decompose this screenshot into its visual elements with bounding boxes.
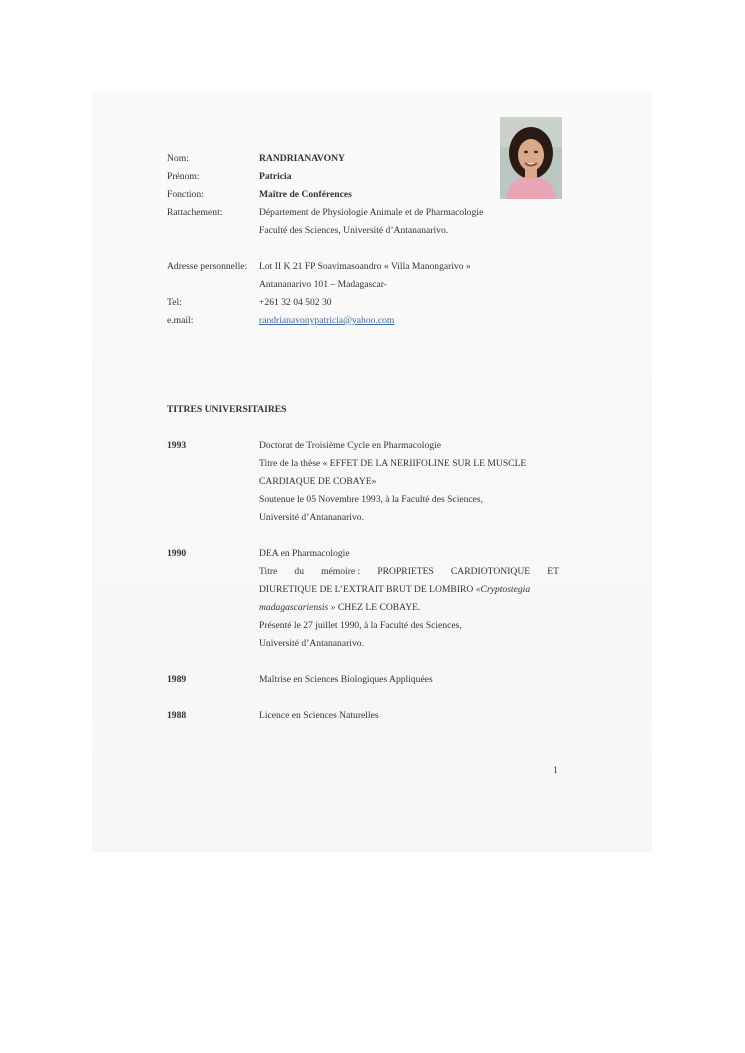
year-1988: 1988: [167, 710, 187, 721]
titre-1993-line-3: CARDIAQUE DE COBAYE»: [259, 476, 377, 487]
rattachement-line-2: Faculté des Sciences, Université d’Antananarivo.: [259, 225, 449, 236]
line-3-italic: «Cryptostegia: [475, 584, 531, 595]
page-background: [92, 92, 652, 852]
titre-1989-line-1: Maîtrise en Sciences Biologiques Appliquées: [259, 674, 433, 685]
titre-1990-line-2: [259, 566, 559, 578]
email-link[interactable]: randrianavonypatricia@yahoo.com: [259, 315, 395, 326]
year-1990: 1990: [167, 548, 187, 559]
titre-1993-line-4: Soutenue le 05 Novembre 1993, à la Faculté des Sciences,: [259, 494, 484, 505]
word: CARDIOTONIQUE: [450, 566, 531, 577]
profile-photo: [500, 117, 562, 199]
word: Titre: [259, 566, 278, 577]
prenom-value: Patricia: [259, 171, 292, 182]
titre-1990-line-4: [259, 602, 420, 614]
rattachement-line-1: Département de Physiologie Animale et de Pharmacologie: [259, 207, 484, 218]
word: ET: [547, 566, 559, 577]
titre-1990-line-1: DEA en Pharmacologie: [259, 548, 350, 559]
titre-1988-line-1: Licence en Sciences Naturelles: [259, 710, 379, 721]
email-label: e.mail:: [167, 315, 194, 326]
fonction-label: Fonction:: [167, 189, 204, 200]
titre-1990-line-6: Université d’Antananarivo.: [259, 638, 364, 649]
year-1989: 1989: [167, 674, 187, 685]
titre-1993-line-2: Titre de la thèse « EFFET DE LA NERIIFOLINE SUR LE MUSCLE: [259, 458, 527, 469]
word: PROPRIETES: [377, 566, 434, 577]
adresse-line-2: Antananarivo 101 – Madagascar-: [259, 279, 387, 290]
adresse-line-1: Lot II K 21 FP Soavimasoandro « Villa Manongarivo »: [259, 261, 471, 272]
titre-1990-line-5: Présenté le 27 juillet 1990, à la Faculté des Sciences,: [259, 620, 462, 631]
nom-label: Nom:: [167, 153, 189, 164]
tel-label: Tel:: [167, 297, 182, 308]
page-number: 1: [553, 765, 558, 776]
nom-value: RANDRIANAVONY: [259, 153, 345, 164]
word: mémoire :: [321, 566, 361, 577]
tel-value: +261 32 04 502 30: [259, 297, 332, 308]
prenom-label: Prénom:: [167, 171, 200, 182]
line-4-italic: madagascariensis »: [259, 602, 336, 613]
rattachement-label: Rattachement:: [167, 207, 223, 218]
fonction-value: Maître de Conférences: [259, 189, 352, 200]
line-3-text: DIURETIQUE DE L’EXTRAIT BRUT DE LOMBIRO: [259, 584, 476, 595]
titre-1990-line-3: [259, 584, 530, 596]
line-4-text: CHEZ LE COBAYE.: [335, 602, 421, 613]
year-1993: 1993: [167, 440, 187, 451]
titre-1993-line-1: Doctorat de Troisième Cycle en Pharmacologie: [259, 440, 441, 451]
word: du: [294, 566, 304, 577]
adresse-label: Adresse personnelle:: [167, 261, 248, 272]
section-title: TITRES UNIVERSITAIRES: [167, 404, 287, 415]
titre-1993-line-5: Université d’Antananarivo.: [259, 512, 364, 523]
